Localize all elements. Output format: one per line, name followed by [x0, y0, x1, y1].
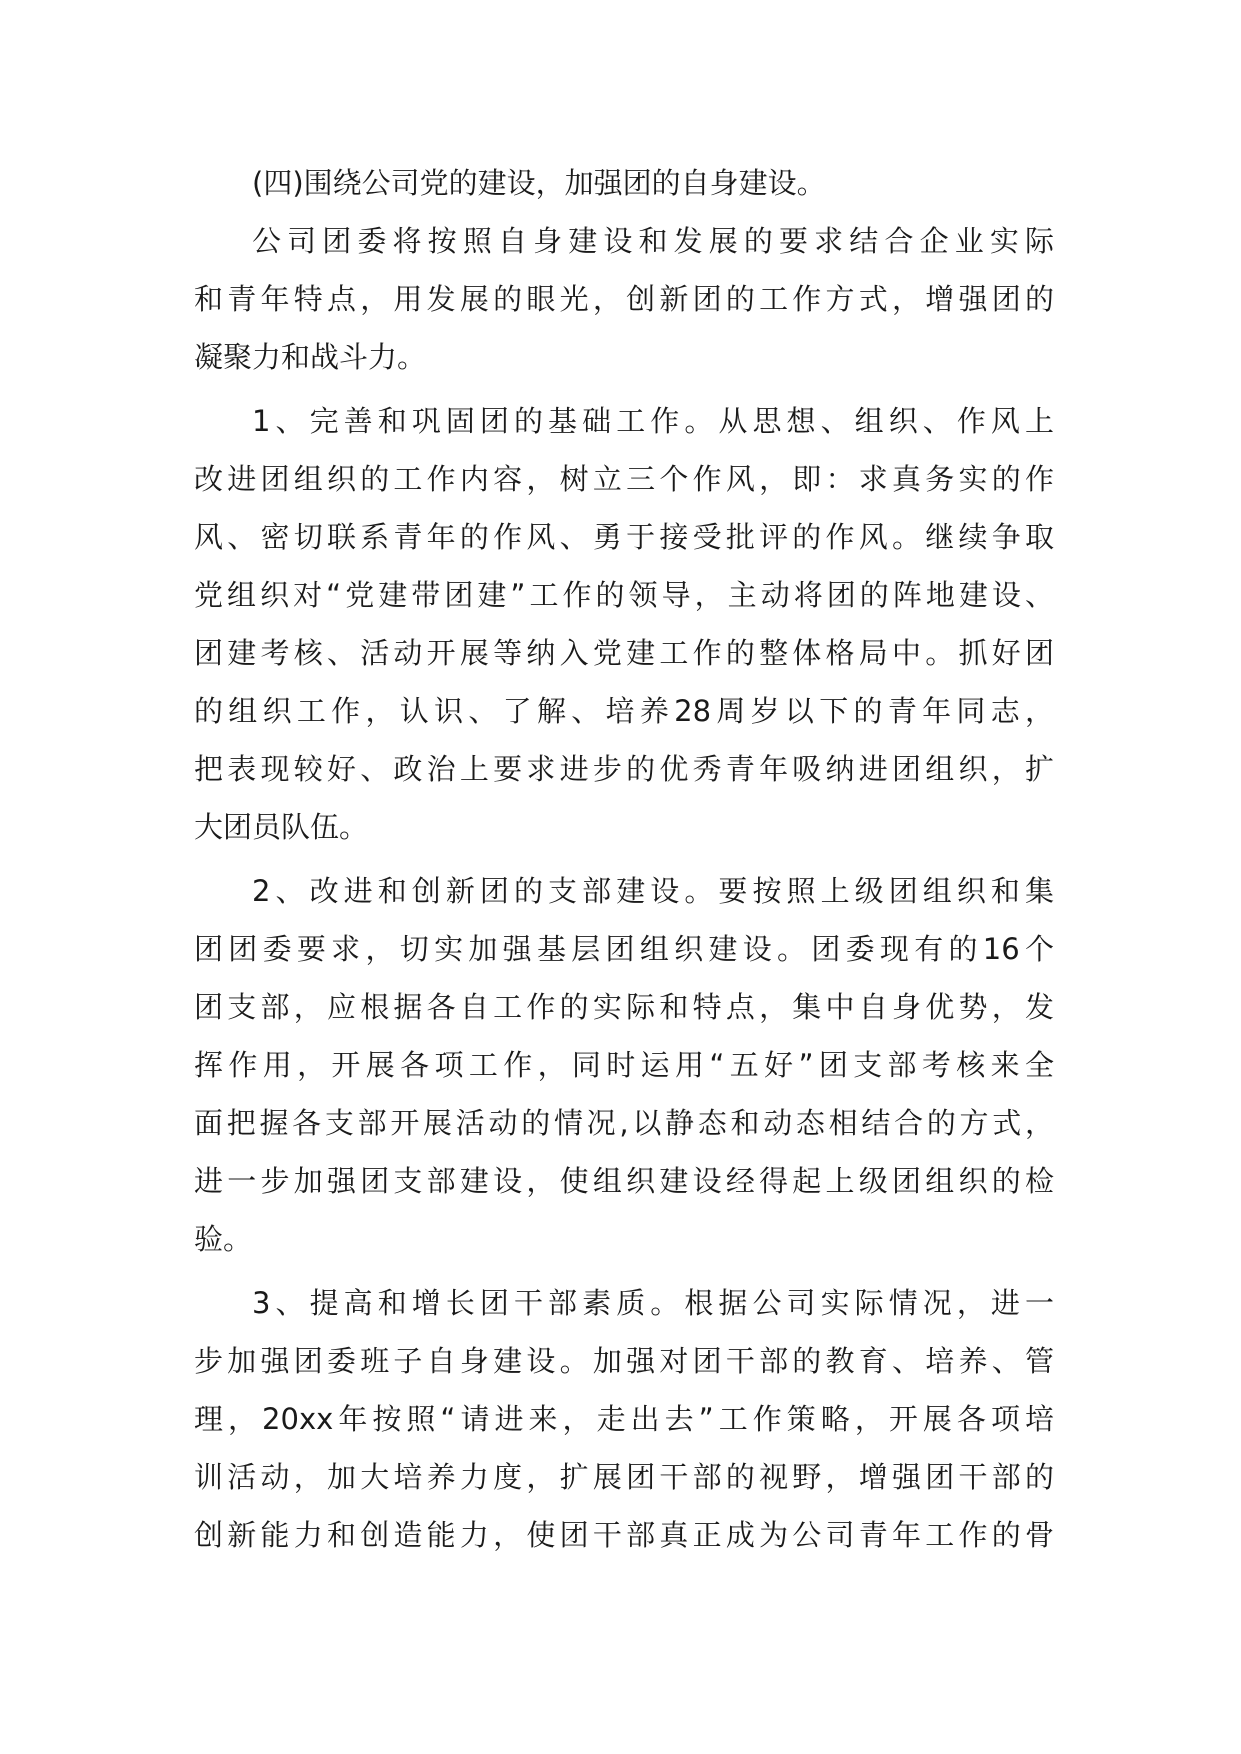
paragraph-intro [194, 212, 1054, 386]
paragraph-line: 1、完善和巩固团的基础工作。从思想、组织、作风上 [252, 404, 1054, 438]
section-heading [194, 154, 1054, 212]
paragraph-item-3 [194, 1274, 1054, 1564]
paragraph-line: 凝聚力和战斗力。 [194, 340, 427, 374]
paragraph-line: 步加强团委班子自身建设。加强对团干部的教育、培养、管 [194, 1344, 1054, 1378]
paragraph-line: 挥作用，开展各项工作，同时运用“五好”团支部考核来全 [194, 1048, 1054, 1082]
document-page [194, 154, 1054, 1564]
paragraph-line: 团建考核、活动开展等纳入党建工作的整体格局中。抓好团 [194, 636, 1054, 670]
paragraph-line: 改进团组织的工作内容，树立三个作风，即：求真务实的作 [194, 462, 1054, 496]
paragraph-line: 团支部，应根据各自工作的实际和特点，集中自身优势，发 [194, 990, 1054, 1024]
paragraph-line: 理，20xx年按照“请进来，走出去”工作策略，开展各项培 [194, 1402, 1054, 1436]
paragraph-line: 公司团委将按照自身建设和发展的要求结合企业实际 [252, 224, 1054, 258]
paragraph-item-1 [194, 392, 1054, 856]
paragraph-line: 2、改进和创新团的支部建设。要按照上级团组织和集 [252, 874, 1054, 908]
paragraph-line: 党组织对“党建带团建”工作的领导，主动将团的阵地建设、 [194, 578, 1054, 612]
paragraph-line: 创新能力和创造能力，使团干部真正成为公司青年工作的骨 [194, 1518, 1054, 1552]
paragraph-line: 验。 [194, 1222, 253, 1256]
paragraph-line: 面把握各支部开展活动的情况,以静态和动态相结合的方式， [194, 1106, 1054, 1140]
paragraph-line: 3、提高和增长团干部素质。根据公司实际情况，进一 [252, 1286, 1054, 1320]
paragraph-line: 风、密切联系青年的作风、勇于接受批评的作风。继续争取 [194, 520, 1054, 554]
paragraph-item-2 [194, 862, 1054, 1268]
paragraph-line: 进一步加强团支部建设，使组织建设经得起上级团组织的检 [194, 1164, 1054, 1198]
paragraph-line: 训活动，加大培养力度，扩展团干部的视野，增强团干部的 [194, 1460, 1054, 1494]
paragraph-line: 的组织工作，认识、了解、培养28周岁以下的青年同志， [194, 694, 1054, 728]
paragraph-line: 把表现较好、政治上要求进步的优秀青年吸纳进团组织，扩 [194, 752, 1054, 786]
heading-line: (四)围绕公司党的建设，加强团的自身建设。 [252, 166, 826, 200]
paragraph-line: 和青年特点，用发展的眼光，创新团的工作方式，增强团的 [194, 282, 1054, 316]
paragraph-line: 团团委要求，切实加强基层团组织建设。团委现有的16个 [194, 932, 1054, 966]
paragraph-line: 大团员队伍。 [194, 810, 369, 844]
